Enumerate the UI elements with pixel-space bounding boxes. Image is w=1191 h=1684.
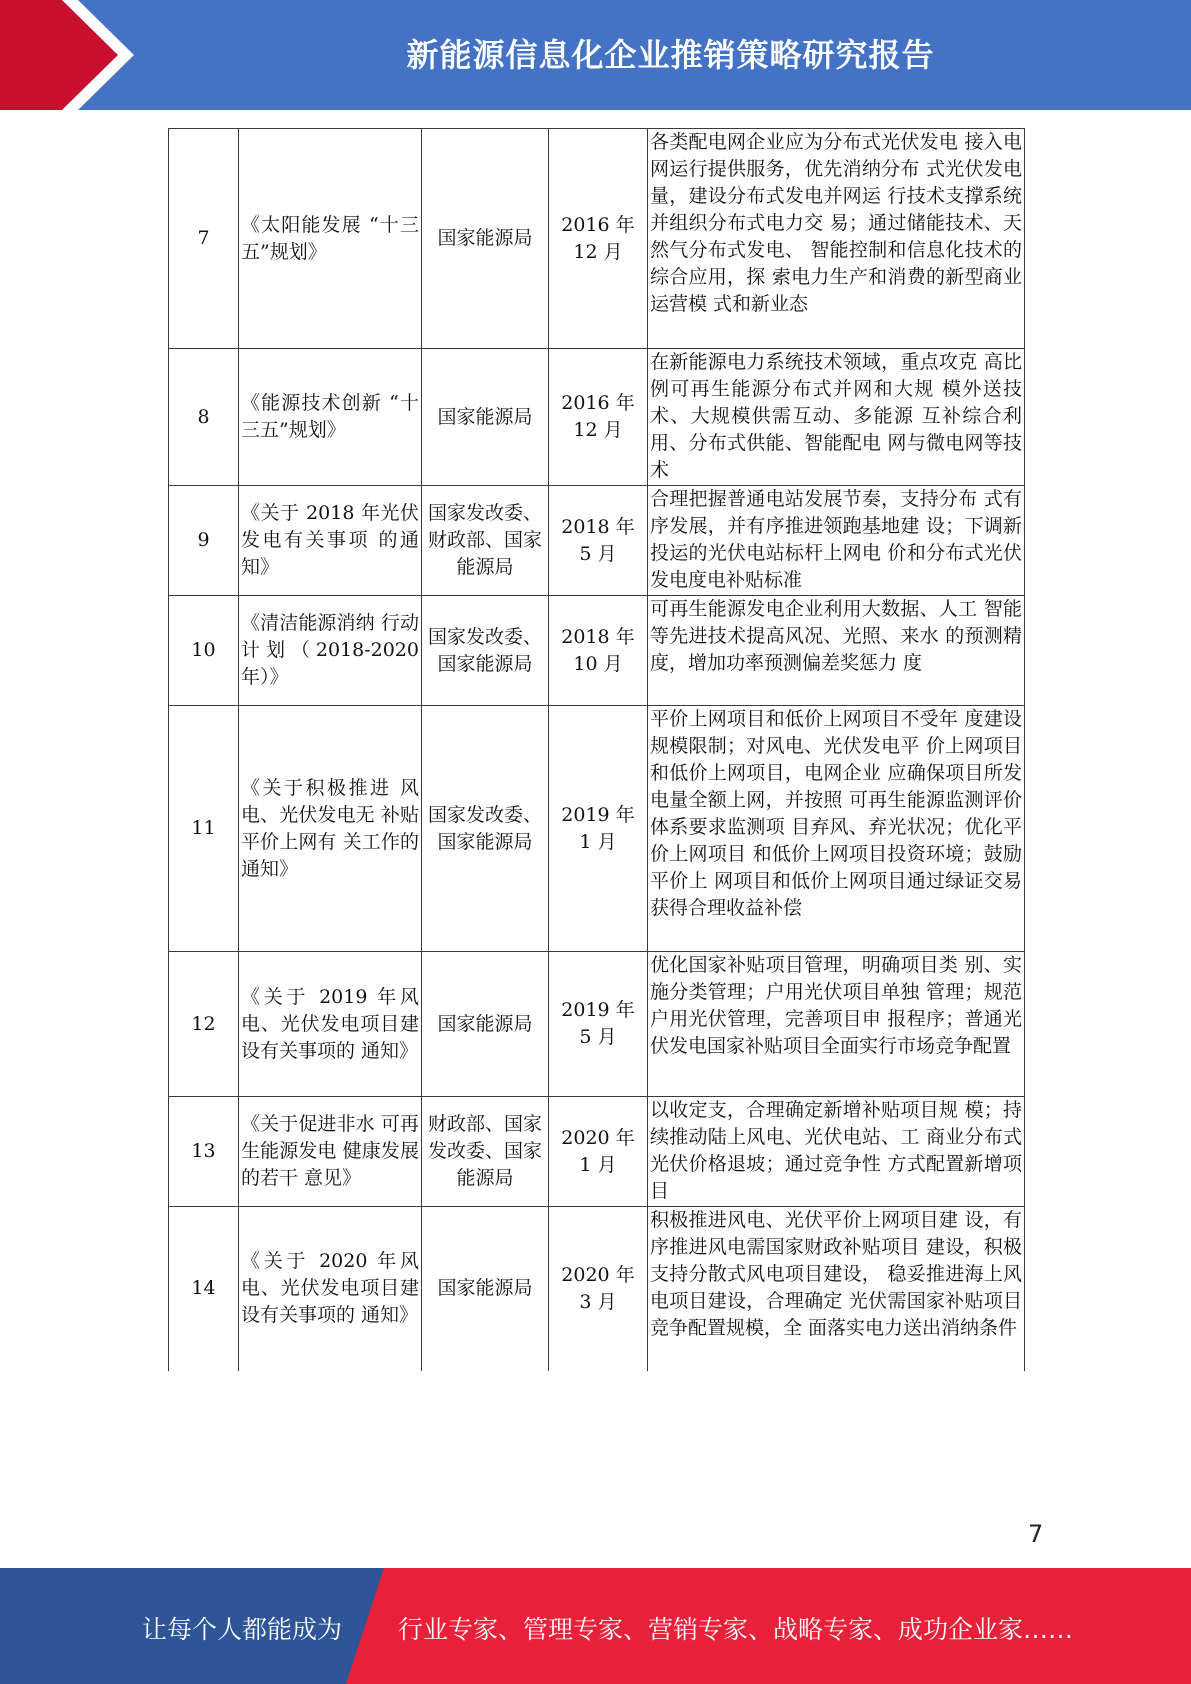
issue-month: 12 月 — [573, 419, 623, 441]
row-number: 12 — [169, 952, 239, 1097]
row-number: 9 — [169, 486, 239, 596]
policy-content: 可再生能源发电企业利用大数据、人工 智能等先进技术提高风况、光照、来水 的预测精度，增加功率预测偏差奖惩力 度 — [648, 596, 1025, 706]
issue-month: 10 月 — [573, 652, 623, 675]
issuing-agency: 国家发改委、国家能源局 — [422, 596, 549, 706]
policy-table — [168, 128, 1025, 1371]
header-banner — [0, 0, 1191, 110]
policy-content: 优化国家补贴项目管理，明确项目类 别、实施分类管理；户用光伏项目单独 管理；规范户用光伏管理，完善项目申 报程序；普通光伏发电国家补贴项目全面实行市场竞争配置 — [648, 952, 1025, 1097]
footer-slogan-left: 让每个人都能成为 — [142, 1615, 343, 1644]
policy-title: 《关于 2018 年光伏发电有关事项 的通知》 — [239, 486, 422, 596]
issue-date — [549, 952, 648, 1097]
row-number: 10 — [169, 596, 239, 706]
page-number: 7 — [1028, 1520, 1044, 1548]
issuing-agency: 国家发改委、国家能源局 — [422, 706, 549, 952]
issuing-agency: 国家能源局 — [422, 952, 549, 1097]
policy-title: 《关于 2019 年风电、光伏发电项目建设有关事项的 通知》 — [239, 952, 422, 1097]
issue-month: 1 月 — [579, 1153, 617, 1176]
issuing-agency: 国家发改委、财政部、国家能源局 — [422, 486, 549, 596]
issue-date — [549, 1207, 648, 1371]
row-number: 11 — [169, 706, 239, 952]
issue-date — [549, 596, 648, 706]
policy-title: 《太阳能发展 “十三五”规划》 — [239, 129, 422, 349]
issue-month: 5 月 — [579, 1026, 617, 1048]
policy-title: 《清洁能源消纳 行动计划（2018-2020年）》 — [239, 596, 422, 706]
policy-title: 《能源技术创新 “十三五”规划》 — [239, 349, 422, 486]
issuing-agency: 国家能源局 — [422, 129, 549, 349]
table-row — [169, 952, 1025, 1097]
issue-year: 2019 年 — [561, 999, 635, 1021]
table-row — [169, 596, 1025, 706]
table-row — [169, 349, 1025, 486]
issue-month: 5 月 — [579, 542, 617, 565]
policy-content: 在新能源电力系统技术领域，重点攻克 高比例可再生能源分布式并网和大规 模外送技术、大规模供需互动、多能源 互补综合利用、分布式供能、智能配电 网与微电网等技术 — [648, 349, 1025, 486]
issue-year: 2018 年 — [561, 515, 635, 538]
issue-date — [549, 349, 648, 486]
issue-year: 2016 年 — [561, 392, 635, 414]
row-number: 8 — [169, 349, 239, 486]
header-arrow-decoration — [0, 0, 150, 110]
policy-title: 《关于 2020 年风电、光伏发电项目建设有关事项的 通知》 — [239, 1207, 422, 1371]
issue-year: 2020 年 — [561, 1126, 635, 1149]
policy-content: 积极推进风电、光伏平价上网项目建 设，有序推进风电需国家财政补贴项目 建设，积极支持分散式风电项目建设， 稳妥推进海上风电项目建设，合理确定 光伏需国家补贴项目竞争配置规模，全 面落实电力送出消纳条件 — [648, 1207, 1025, 1371]
footer-slogan-right: 行业专家、管理专家、营销专家、战略专家、成功企业家…… — [398, 1615, 1074, 1644]
policy-content: 以收定支，合理确定新增补贴项目规 模；持续推动陆上风电、光伏电站、工 商业分布式光伏价格退坡；通过竞争性 方式配置新增项目 — [648, 1097, 1025, 1207]
table-row — [169, 706, 1025, 952]
footer-banner — [0, 1568, 1191, 1684]
policy-title: 《关于促进非水 可再生能源发电 健康发展的若干 意见》 — [239, 1097, 422, 1207]
table-row — [169, 1097, 1025, 1207]
issue-month: 3 月 — [579, 1290, 617, 1313]
issue-date — [549, 129, 648, 349]
table-row — [169, 486, 1025, 596]
issue-date — [549, 1097, 648, 1207]
table-row — [169, 129, 1025, 349]
issuing-agency: 国家能源局 — [422, 349, 549, 486]
issue-year: 2016 年 — [561, 213, 635, 236]
issue-month: 12 月 — [573, 240, 623, 263]
policy-content: 平价上网项目和低价上网项目不受年 度建设规模限制；对风电、光伏发电平 价上网项目和低价上网项目，电网企业 应确保项目所发电量全额上网，并按照 可再生能源监测评价体系要求监测项 目弃风、弃光状况；优化平价上网项目 和低价上网项目投资环境；鼓励平价上 网项目和低价上网项目通过绿证交易 获得合理收益补偿 — [648, 706, 1025, 952]
issue-year: 2018 年 — [561, 625, 635, 648]
issue-month: 1 月 — [579, 830, 617, 853]
issue-year: 2019 年 — [561, 803, 635, 826]
policy-content: 合理把握普通电站发展节奏，支持分布 式有序发展，并有序推进领跑基地建 设；下调新投运的光伏电站标杆上网电 价和分布式光伏发电度电补贴标准 — [648, 486, 1025, 596]
issue-year: 2020 年 — [561, 1263, 635, 1286]
issue-date — [549, 486, 648, 596]
row-number: 13 — [169, 1097, 239, 1207]
issue-date — [549, 706, 648, 952]
issuing-agency: 财政部、国家发改委、国家能源局 — [422, 1097, 549, 1207]
row-number: 7 — [169, 129, 239, 349]
row-number: 14 — [169, 1207, 239, 1371]
table-row — [169, 1207, 1025, 1371]
issuing-agency: 国家能源局 — [422, 1207, 549, 1371]
report-title: 新能源信息化企业推销策略研究报告 — [406, 36, 935, 74]
policy-title: 《关于积极推进 风电、光伏发电无 补贴平价上网有 关工作的通知》 — [239, 706, 422, 952]
policy-content: 各类配电网企业应为分布式光伏发电 接入电网运行提供服务，优先消纳分布 式光伏发电量，建设分布式发电并网运 行技术支撑系统并组织分布式电力交 易；通过储能技术、天然气分布式发电、 智能控制和信息化技术的综合应用，探 索电力生产和消费的新型商业运营模 式和新业态 — [648, 129, 1025, 349]
